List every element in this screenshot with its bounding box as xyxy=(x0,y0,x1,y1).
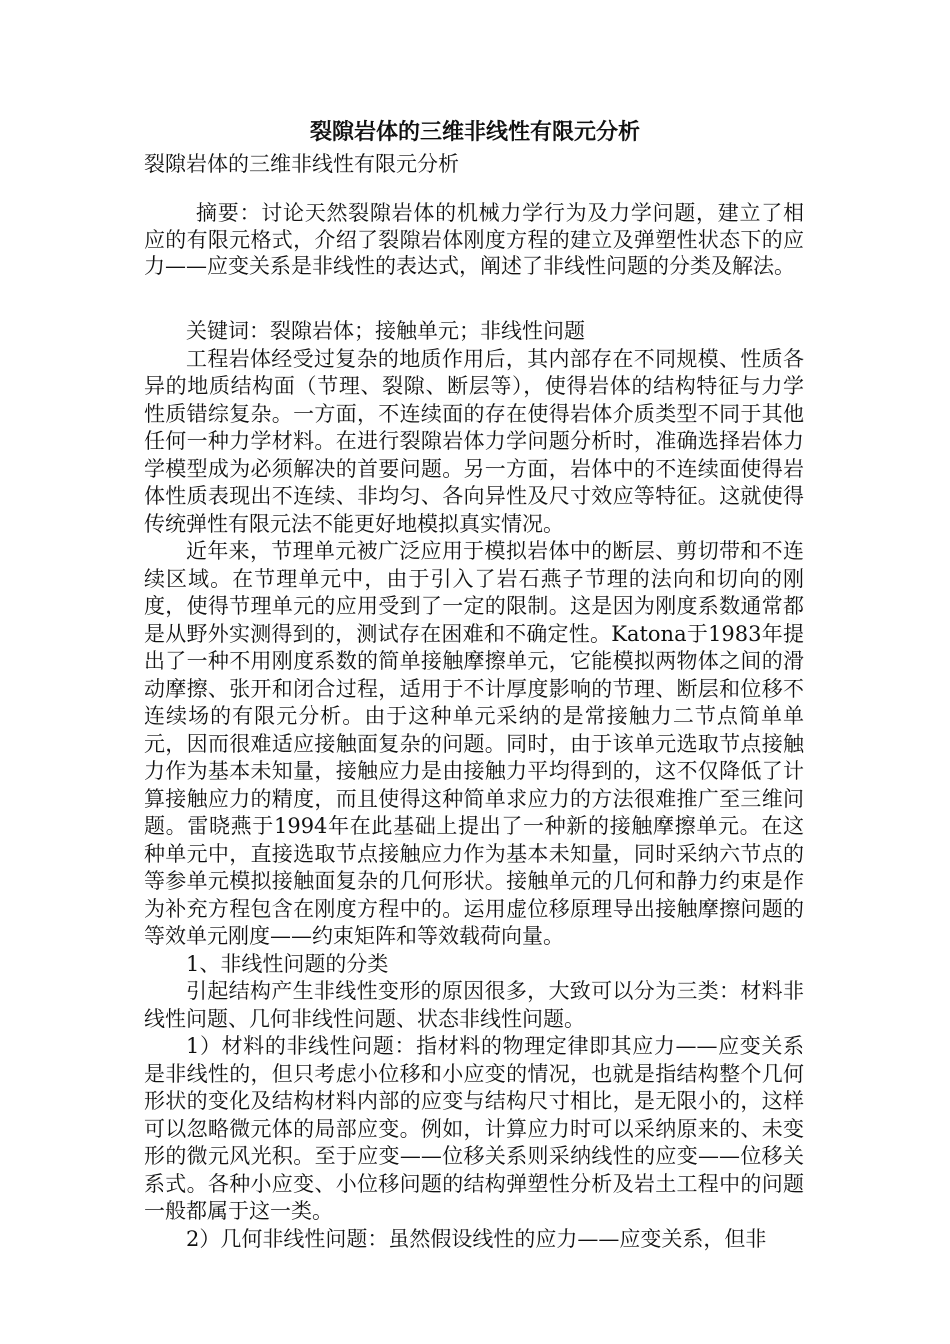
keywords-paragraph: 关键词：裂隙岩体；接触单元；非线性问题 xyxy=(186,319,585,343)
body-paragraph: 2）几何非线性问题：虽然假设线性的应力——应变关系，但非 xyxy=(186,1226,767,1251)
body-paragraph: 近年来，节理单元被广泛应用于模拟岩体中的断层、剪切带和不连续区域。在节理单元中，由于引入了岩石燕子节理的法向和切向的刚度，使得节理单元的应用受到了一定的限制。这是因为刚度系数通常都是从野外实测得到的，测试存在困难和不确定性。Katona于1983年提出了一种不用刚度系数的简单接触摩擦单元，它能模拟两物体之间的滑动摩擦、张开和闭合过程，适用于不计厚度影响的节理、断层和位移不连续场的有限元分析。由于这种单元采纳的是常接触力二节点简单单元，因而很难适应接触面复杂的问题。同时，由于该单元选取节点接触力作为基本未知量，接触应力是由接触力平均得到的，这不仅降低了计算接触应力的精度，而且使得这种简单求应力的方法很难推广至三维问题。雷晓燕于1994年在此基础上提出了一种新的接触摩擦单元。在这种单元中，直接选取节点接触应力作为基本未知量，同时采纳六节点的等参单元模拟接触面复杂的几何形状。接触单元的几何和静力约束是作为补充方程包含在刚度方程中的。运用虚位移原理导出接触摩擦问题的等效单元刚度——约束矩阵和等效载荷向量。 xyxy=(144,539,804,948)
section-heading: 1、非线性问题的分类 xyxy=(186,951,389,976)
document-title: 裂隙岩体的三维非线性有限元分析 xyxy=(309,120,640,145)
document-body xyxy=(144,318,804,1253)
body-paragraph: 工程岩体经受过复杂的地质作用后，其内部存在不同规模、性质各异的地质结构面（节理、裂隙、断层等），使得岩体的结构特征与力学性质错综复杂。一方面，不连续面的存在使得岩体介质类型不同于其他任何一种力学材料。在进行裂隙岩体力学问题分析时，准确选择岩体力学模型成为必须解决的首要问题。另一方面，岩体中的不连续面使得岩体性质表现出不连续、非均匀、各向异性及尺寸效应等特征。这就使得传统弹性有限元法不能更好地模拟真实情况。 xyxy=(144,346,804,536)
abstract-paragraph: 摘要：讨论天然裂隙岩体的机械力学行为及力学问题，建立了相应的有限元格式，介绍了裂隙岩体刚度方程的建立及弹塑性状态下的应力——应变关系是非线性的表达式，阐述了非线性问题的分类及解法。 xyxy=(144,201,804,278)
body-paragraph: 引起结构产生非线性变形的原因很多，大致可以分为三类：材料非线性问题、几何非线性问题、状态非线性问题。 xyxy=(144,979,804,1031)
body-paragraph: 1）材料的非线性问题：指材料的物理定律即其应力——应变关系是非线性的，但只考虑小位移和小应变的情况，也就是指结构整个几何形状的变化及结构材料内部的应变与结构尺寸相比，是无限小的，这样可以忽略微元体的局部应变。例如，计算应力时可以采纳原来的、未变形的微元风光积。至于应变——位移关系则采纳线性的应变——位移关系式。各种小应变、小位移问题的结构弹塑性分析及岩土工程中的问题一般都属于这一类。 xyxy=(144,1034,804,1223)
document-subtitle: 裂隙岩体的三维非线性有限元分析 xyxy=(144,152,459,176)
